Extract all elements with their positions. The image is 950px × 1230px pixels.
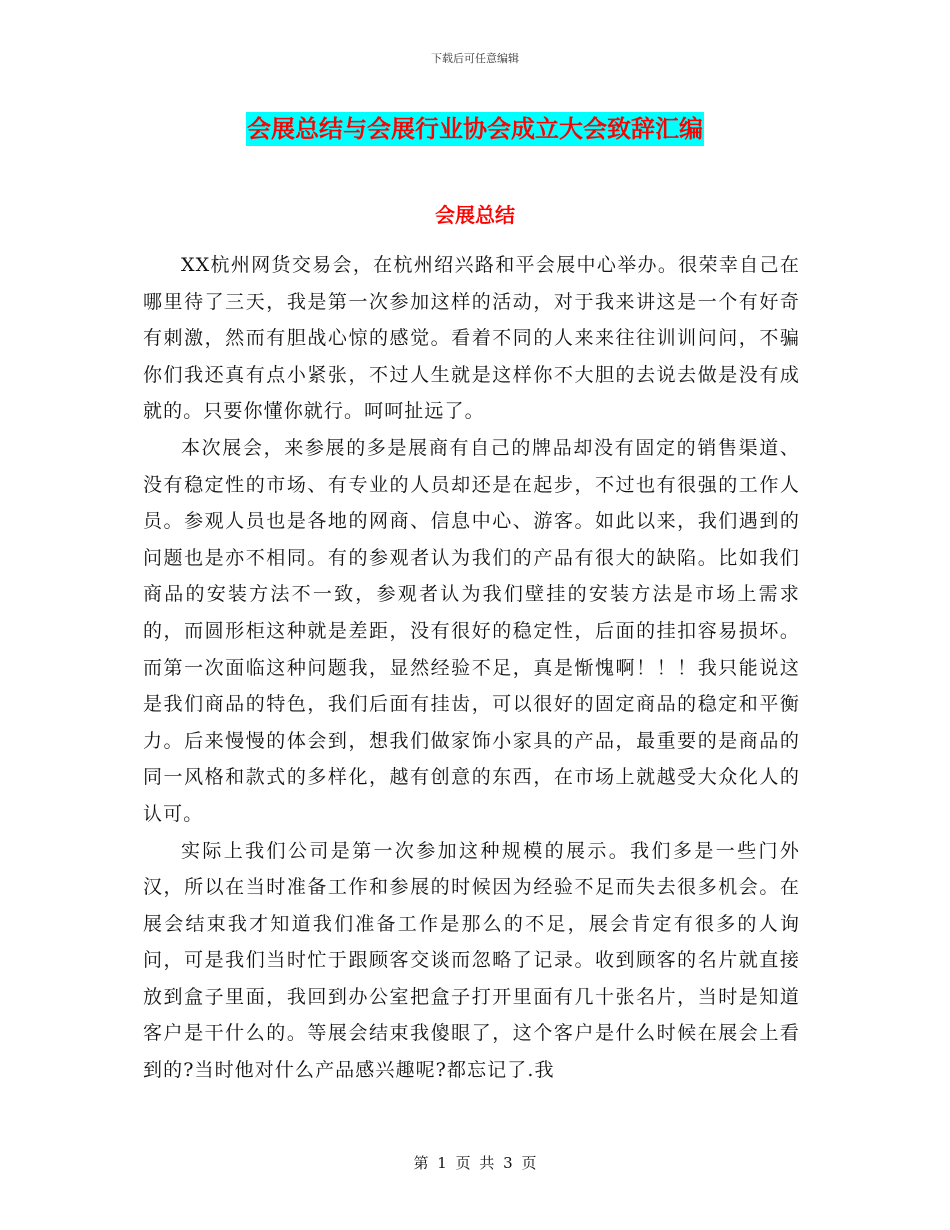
page-number-footer: 第 1 页 共 3 页 <box>413 1154 537 1172</box>
section-title: 会展总结 <box>435 203 515 227</box>
paragraph-2: 本次展会，来参展的多是展商有自己的牌品却没有固定的销售渠道、没有稳定性的市场、有专业的人员却还是在起步，不过也有很强的工作人员。参观人员也是各地的网商、信息中心、游客。如此以来，我们遇到的问题也是亦不相同。有的参观者认为我们的产品有很大的缺陷。比如我们商品的安装方法不一致，参观者认为我们壁挂的安装方法是市场上需求的，而圆形柜这种就是差距，没有很好的稳定性，后面的挂扣容易损坏。而第一次面临这种问题我，显然经验不足，真是惭愧啊！！！我只能说这是我们商品的特色，我们后面有挂齿，可以很好的固定商品的稳定和平衡力。后来慢慢的体会到，想我们做家饰小家具的产品，最重要的是商品的同一风格和款式的多样化，越有创意的东西，在市场上就越受大众化人的认可。 <box>143 436 800 825</box>
document-title-wrapper <box>0 112 950 146</box>
document-title: 会展总结与会展行业协会成立大会致辞汇编 <box>246 112 704 146</box>
paragraph-1: XX杭州网货交易会，在杭州绍兴路和平会展中心举办。很荣幸自己在哪里待了三天，我是第一次参加这样的活动，对于我来讲这是一个有好奇有刺激，然而有胆战心惊的感觉。看着不同的人来来往往训训问问，不骗你们我还真有点小紧张，不过人生就是这样你不大胆的去说去做是没有成就的。只要你懂你就行。呵呵扯远了。 <box>143 254 800 423</box>
document-body <box>143 247 800 1089</box>
page-header-note: 下载后可任意编辑 <box>431 52 519 65</box>
paragraph-3: 实际上我们公司是第一次参加这种规模的展示。我们多是一些门外汉，所以在当时准备工作和参展的时候因为经验不足而失去很多机会。在展会结束我才知道我们准备工作是那么的不足，展会肯定有很多的人询问，可是我们当时忙于跟顾客交谈而忽略了记录。收到顾客的名片就直接放到盒子里面，我回到办公室把盒子打开里面有几十张名片，当时是知道客户是干什么的。等展会结束我傻眼了，这个客户是什么时候在展会上看到的?当时他对什么产品感兴趣呢?都忘记了.我 <box>143 839 800 1082</box>
